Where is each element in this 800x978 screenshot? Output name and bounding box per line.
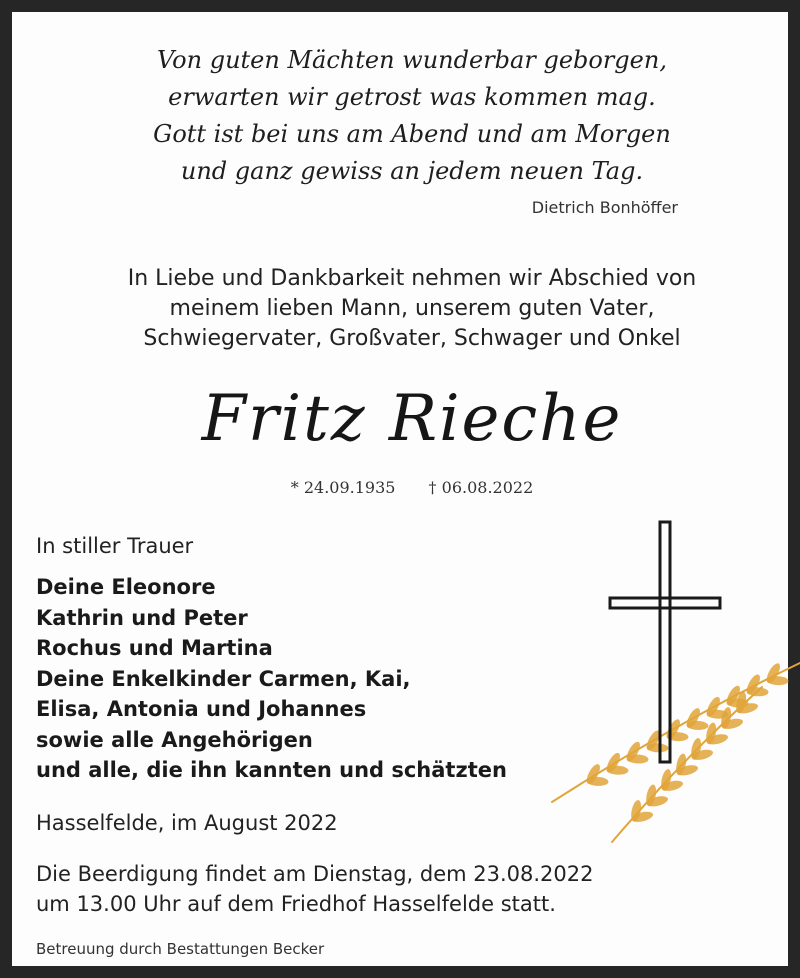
poem-quote xyxy=(12,42,800,190)
cross-with-wheat-icon xyxy=(532,512,800,852)
deceased-name: Fritz Rieche xyxy=(201,382,623,456)
life-dates xyxy=(12,478,800,497)
mourner-line: Rochus und Martina xyxy=(36,636,273,660)
death-date: † 06.08.2022 xyxy=(428,478,534,497)
place-date: Hasselfelde, im August 2022 xyxy=(36,811,338,835)
poem-line: erwarten wir getrost was kommen mag. xyxy=(168,83,656,111)
mourner-line: Kathrin und Peter xyxy=(36,605,248,630)
intro-line: meinem lieben Mann, unserem guten Vater, xyxy=(169,296,655,321)
poem-line: und ganz gewiss an jedem neuen Tag. xyxy=(180,157,644,185)
mourners-heading: In stiller Trauer xyxy=(36,534,194,558)
poem-author: Dietrich Bonhöffer xyxy=(531,198,678,217)
mourners-list xyxy=(36,572,507,786)
undertaker-credit: Betreuung durch Bestattungen Becker xyxy=(36,940,325,958)
mourner-line: Elisa, Antonia und Johannes xyxy=(36,697,367,721)
mourner-line: Deine Enkelkinder Carmen, Kai, xyxy=(36,666,411,691)
intro-text xyxy=(12,264,800,354)
funeral-info xyxy=(36,859,594,919)
mourner-line: Deine Eleonore xyxy=(36,575,216,599)
mourner-line: sowie alle Angehörigen xyxy=(36,727,313,752)
birth-date: * 24.09.1935 xyxy=(290,478,396,497)
mourner-line: und alle, die ihn kannten und schätzten xyxy=(36,758,507,782)
intro-line: Schwiegervater, Großvater, Schwager und Onkel xyxy=(143,326,681,351)
intro-line: In Liebe und Dankbarkeit nehmen wir Abschied von xyxy=(127,266,697,291)
funeral-line: um 13.00 Uhr auf dem Friedhof Hasselfelde statt. xyxy=(36,892,556,916)
funeral-line: Die Beerdigung findet am Dienstag, dem 23.08.2022 xyxy=(36,862,594,886)
poem-line: Von guten Mächten wunderbar geborgen, xyxy=(157,46,667,74)
poem-line: Gott ist bei uns am Abend und am Morgen xyxy=(153,120,671,148)
